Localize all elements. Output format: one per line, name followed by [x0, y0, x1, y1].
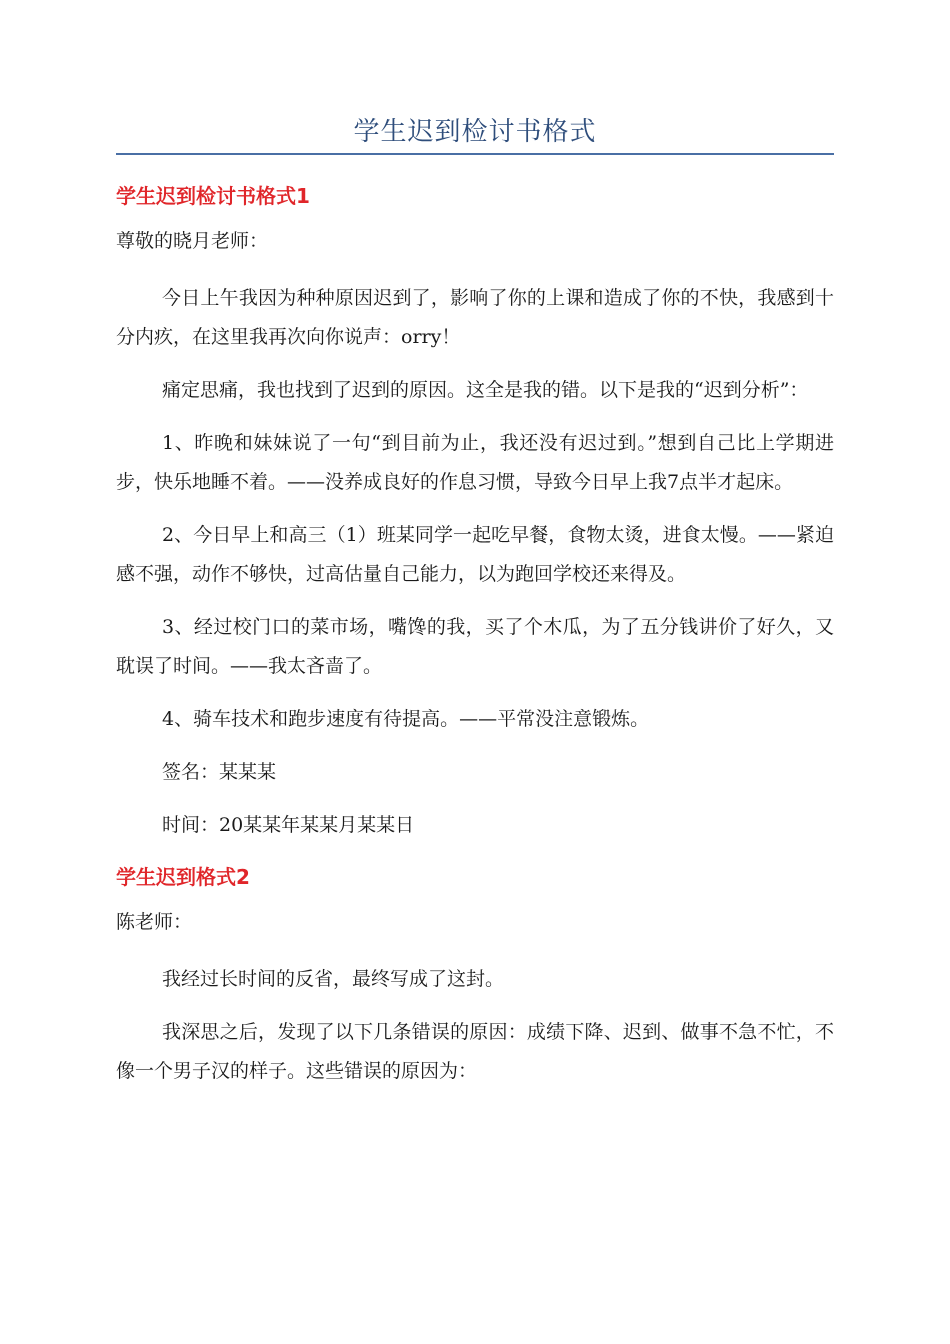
document-title: 学生迟到检讨书格式: [353, 117, 597, 147]
list-item: 4、骑车技术和跑步速度有待提高。——平常没注意锻炼。: [162, 708, 650, 730]
signature-line: 签名：某某某: [162, 761, 277, 783]
document-body: [116, 178, 834, 1105]
paragraph: 今日上午我因为种种原因迟到了，影响了你的上课和造成了你的不快，我感到十分内疚，在这里我再次向你说声：orry！: [116, 287, 834, 348]
date-line: 时间：20某某年某某月某某日: [162, 814, 415, 836]
title-divider: [116, 153, 834, 155]
salutation: 尊敬的晓月老师：: [116, 230, 269, 252]
list-item: 1、昨晚和妹妹说了一句“到目前为止，我还没有迟过到。”想到自己比上学期进步，快乐地睡不着。——没养成良好的作息习惯，导致今日早上我7点半才起床。: [116, 432, 834, 493]
paragraph: 痛定思痛，我也找到了迟到的原因。这全是我的错。以下是我的“迟到分析”：: [162, 379, 809, 401]
section-heading: 学生迟到格式2: [116, 865, 250, 889]
paragraph: 我深思之后，发现了以下几条错误的原因：成绩下降、迟到、做事不急不忙，不像一个男子汉的样子。这些错误的原因为：: [116, 1021, 834, 1082]
list-item: 2、今日早上和高三（1）班某同学一起吃早餐，食物太烫，进食太慢。——紧迫感不强，动作不够快，过高估量自己能力，以为跑回学校还来得及。: [116, 524, 834, 585]
salutation: 陈老师：: [116, 911, 193, 933]
paragraph: 我经过长时间的反省，最终写成了这封。: [162, 968, 505, 990]
section-heading: 学生迟到检讨书格式1: [116, 184, 310, 208]
list-item: 3、经过校门口的菜市场，嘴馋的我，买了个木瓜，为了五分钱讲价了好久，又耽误了时间。——我太吝啬了。: [116, 616, 834, 677]
